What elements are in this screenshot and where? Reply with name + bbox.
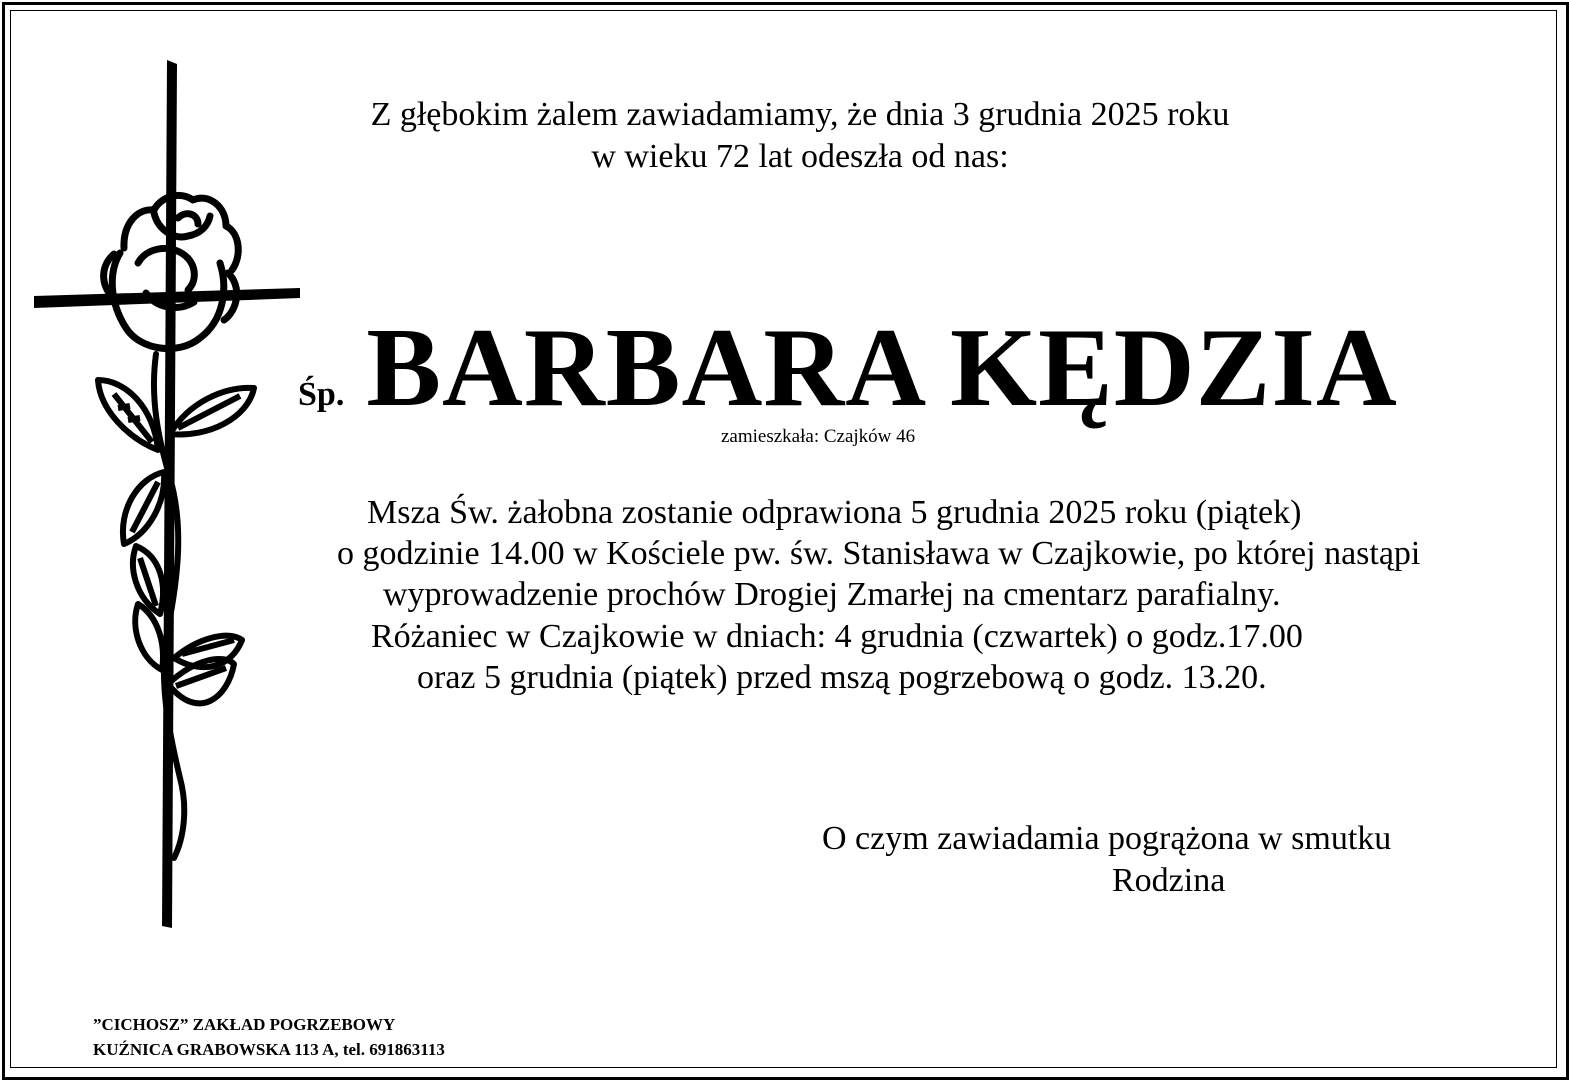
mass-line-4: Różaniec w Czajkowie w dniach: 4 grudnia (czwartek) o godz.17.00 [371, 618, 1303, 655]
mass-line-5: oraz 5 grudnia (piątek) przed mszą pogrzebową o godz. 13.20. [417, 659, 1267, 696]
mass-line-3: wyprowadzenie prochów Drogiej Zmarłej na cmentarz parafialny. [383, 576, 1281, 613]
footer-address: KUŹNICA GRABOWSKA 113 A, tel. 691863113 [93, 1040, 445, 1059]
footer-company: ”CICHOSZ” ZAKŁAD POGRZEBOWY [93, 1015, 396, 1034]
cross-with-rose-icon [28, 58, 318, 938]
name-row [298, 306, 1398, 430]
mass-line-2: o godzinie 14.00 w Kościele pw. św. Stanisława w Czajkowie, po której nastąpi [337, 535, 1421, 572]
name-prefix: Śp. [298, 376, 345, 413]
intro-line-1: Z głębokim żalem zawiadamiamy, że dnia 3 grudnia 2025 roku [370, 96, 1230, 133]
closing-line-1: O czym zawiadamia pogrążona w smutku [822, 820, 1392, 857]
intro-line-2: w wieku 72 lat odeszła od nas: [591, 138, 1009, 175]
residence-text: zamieszkała: Czajków 46 [721, 426, 916, 447]
mass-line-1: Msza Św. żałobna zostanie odprawiona 5 grudnia 2025 roku (piątek) [367, 494, 1302, 531]
deceased-name: BARBARA KĘDZIA [366, 306, 1398, 430]
closing-line-2: Rodzina [1112, 862, 1226, 899]
